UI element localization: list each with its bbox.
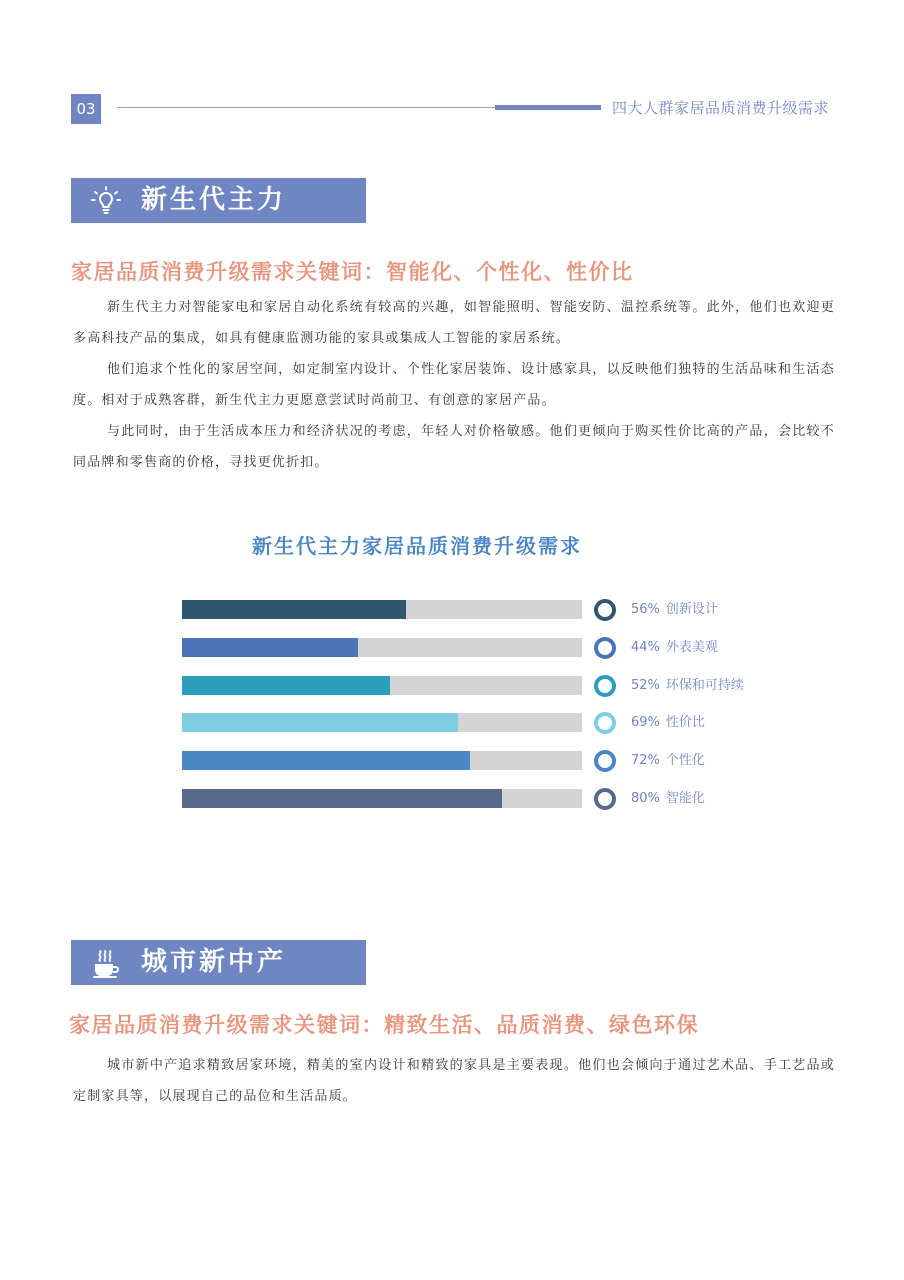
paragraph: 城市新中产追求精致居家环境，精美的室内设计和精致的家具是主要表现。他们也会倾向于通过艺术品、手工艺品或定制家具等，以展现自己的品位和生活品质。 [73, 1058, 835, 1104]
section-banner-new-generation [71, 178, 366, 223]
data-label: 56% [631, 602, 660, 617]
category-label: 智能化 [665, 791, 705, 806]
category-label: 环保和可持续 [665, 678, 744, 693]
legend-ring-marker [594, 637, 616, 659]
header-title: 四大人群家居品质消费升级需求 [612, 99, 830, 117]
header-divider-accent [495, 105, 601, 110]
bar-label [631, 600, 718, 619]
data-label: 72% [631, 753, 660, 768]
legend-ring-marker [594, 599, 616, 621]
bar-track [182, 638, 582, 657]
bar [182, 600, 406, 619]
bar-track [182, 789, 582, 808]
bar-label [631, 676, 744, 695]
data-label: 52% [631, 678, 660, 693]
section-banner-label: 城市新中产 [141, 947, 287, 977]
coffee-cup-icon [89, 946, 123, 980]
section-banner-urban-middle-class [71, 940, 366, 985]
bar-track [182, 713, 582, 732]
bar-track [182, 600, 582, 619]
category-label: 个性化 [665, 753, 705, 768]
section-keywords: 家居品质消费升级需求关键词：智能化、个性化、性价比 [71, 260, 634, 284]
legend-ring-marker [594, 712, 616, 734]
lightbulb-icon [89, 184, 123, 218]
bar [182, 789, 502, 808]
bar-label [631, 789, 705, 808]
bar-label [631, 751, 705, 770]
category-label: 外表美观 [665, 640, 718, 655]
paragraph: 与此同时，由于生活成本压力和经济状况的考虑，年轻人对价格敏感。他们更倾向于购买性价比高的产品，会比较不同品牌和零售商的价格，寻找更优折扣。 [73, 424, 835, 470]
data-label: 69% [631, 715, 660, 730]
bar [182, 751, 470, 770]
bar-label [631, 638, 718, 657]
legend-ring-marker [594, 750, 616, 772]
bar [182, 676, 390, 695]
bar [182, 713, 458, 732]
chart-title: 新生代主力家居品质消费升级需求 [252, 534, 582, 558]
legend-ring-marker [594, 675, 616, 697]
data-label: 80% [631, 791, 660, 806]
paragraph: 他们追求个性化的家居空间，如定制室内设计、个性化家居装饰、设计感家具，以反映他们独特的生活品味和生活态度。相对于成熟客群，新生代主力更愿意尝试时尚前卫、有创意的家居产品。 [73, 362, 835, 408]
section-banner-label: 新生代主力 [141, 185, 287, 215]
category-label: 性价比 [665, 715, 705, 730]
bar [182, 638, 358, 657]
paragraph: 新生代主力对智能家电和家居自动化系统有较高的兴趣，如智能照明、智能安防、温控系统等。此外，他们也欢迎更多高科技产品的集成，如具有健康监测功能的家具或集成人工智能的家居系统。 [73, 300, 835, 346]
section-keywords: 家居品质消费升级需求关键词：精致生活、品质消费、绿色环保 [69, 1013, 699, 1037]
bar-track [182, 751, 582, 770]
page-number: 03 [71, 94, 101, 124]
legend-ring-marker [594, 788, 616, 810]
bar-track [182, 676, 582, 695]
bar-label [631, 713, 705, 732]
category-label: 创新设计 [665, 602, 718, 617]
data-label: 44% [631, 640, 660, 655]
